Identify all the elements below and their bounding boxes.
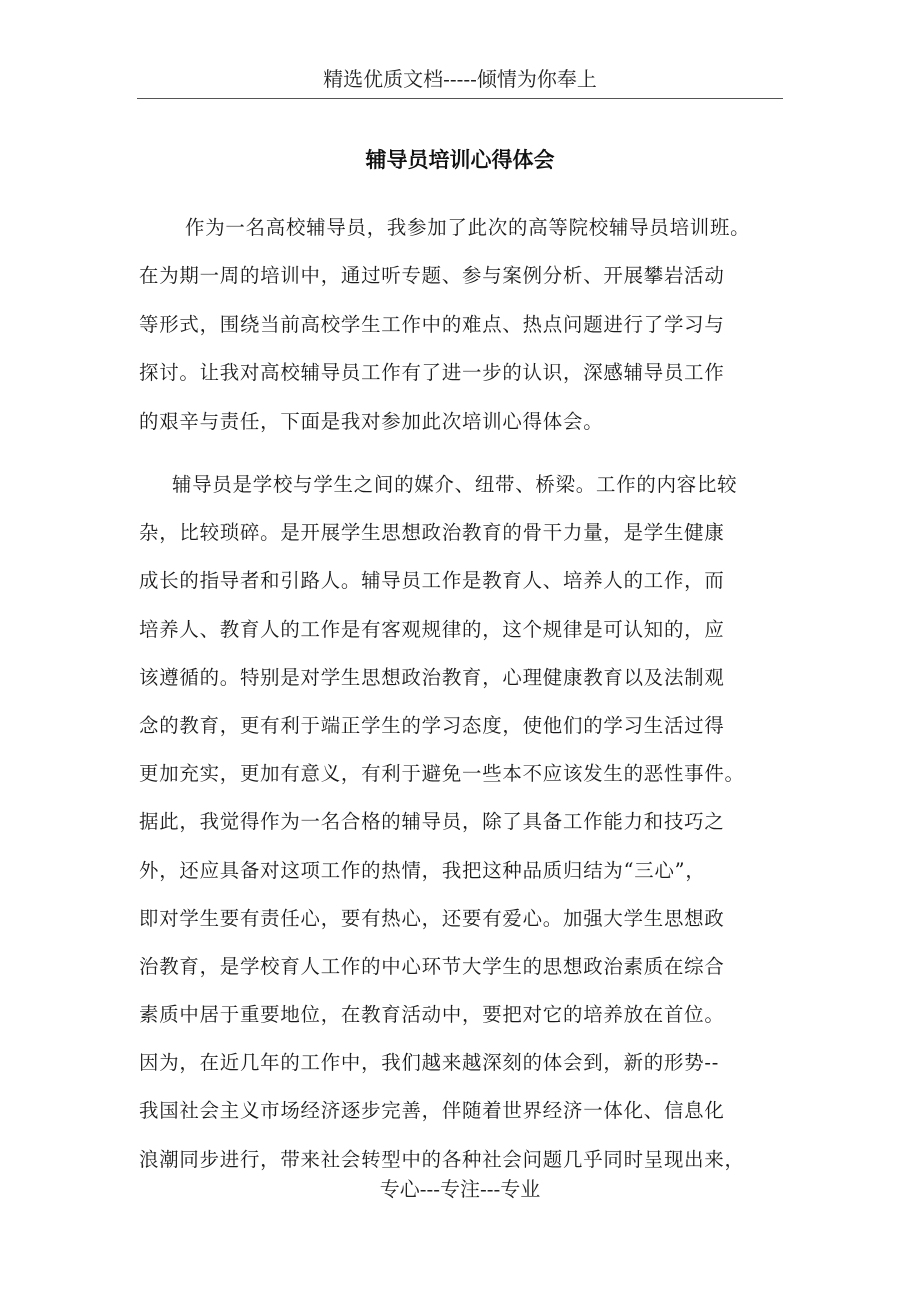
paragraph-line: 据此，我觉得作为一名合格的辅导员，除了具备工作能力和技巧之 — [139, 810, 725, 834]
paragraph-line: 杂，比较琐碎。是开展学生思想政治教育的骨干力量，是学生健康 — [139, 521, 725, 545]
page-footer: 专心---专注---专业 — [379, 1177, 541, 1201]
page-header: 精选优质文档-----倾情为你奉上 — [323, 67, 597, 91]
paragraph-line: 更加充实，更加有意义，有利于避免一些本不应该发生的恶性事件。 — [139, 762, 745, 786]
paragraph-line: 我国社会主义市场经济逐步完善，伴随着世界经济一体化、信息化 — [139, 1099, 725, 1123]
header-divider — [137, 98, 783, 99]
paragraph-intro — [139, 212, 799, 454]
paragraph-line: 治教育，是学校育人工作的中心环节大学生的思想政治素质在综合 — [139, 954, 725, 978]
paragraph-line: 的艰辛与责任，下面是我对参加此次培训心得体会。 — [139, 409, 604, 433]
paragraph-line: 外，还应具备对这项工作的热情，我把这种品质归结为“三心”， — [139, 858, 706, 882]
paragraph-line: 在为期一周的培训中，通过听专题、参与案例分析、开展攀岩活动 — [139, 264, 725, 288]
paragraph-line: 即对学生要有责任心，要有热心，还要有爱心。加强大学生思想政 — [139, 906, 725, 930]
paragraph-line: 念的教育，更有利于端正学生的学习态度，使他们的学习生活过得 — [139, 713, 725, 737]
paragraph-line: 辅导员是学校与学生之间的媒介、纽带、桥梁。工作的内容比较 — [172, 473, 738, 496]
paragraph-line: 素质中居于重要地位，在教育活动中，要把对它的培养放在首位。 — [139, 1003, 725, 1027]
paragraph-line: 该遵循的。特别是对学生思想政治教育，心理健康教育以及法制观 — [139, 665, 725, 689]
paragraph-line: 浪潮同步进行，带来社会转型中的各种社会问题几乎同时呈现出来， — [139, 1147, 745, 1171]
paragraph-body — [139, 469, 799, 1192]
paragraph-line: 探讨。让我对高校辅导员工作有了进一步的认识，深感辅导员工作 — [139, 361, 725, 385]
paragraph-line: 作为一名高校辅导员，我参加了此次的高等院校辅导员培训班。 — [185, 216, 751, 239]
paragraph-line: 成长的指导者和引路人。辅导员工作是教育人、培养人的工作，而 — [139, 569, 725, 593]
paragraph-line: 培养人、教育人的工作是有客观规律的，这个规律是可认知的，应 — [139, 617, 725, 641]
paragraph-line: 等形式，围绕当前高校学生工作中的难点、热点问题进行了学习与 — [139, 312, 725, 336]
document-title: 辅导员培训心得体会 — [365, 148, 555, 172]
paragraph-line: 因为，在近几年的工作中，我们越来越深刻的体会到，新的形势-- — [139, 1051, 720, 1075]
